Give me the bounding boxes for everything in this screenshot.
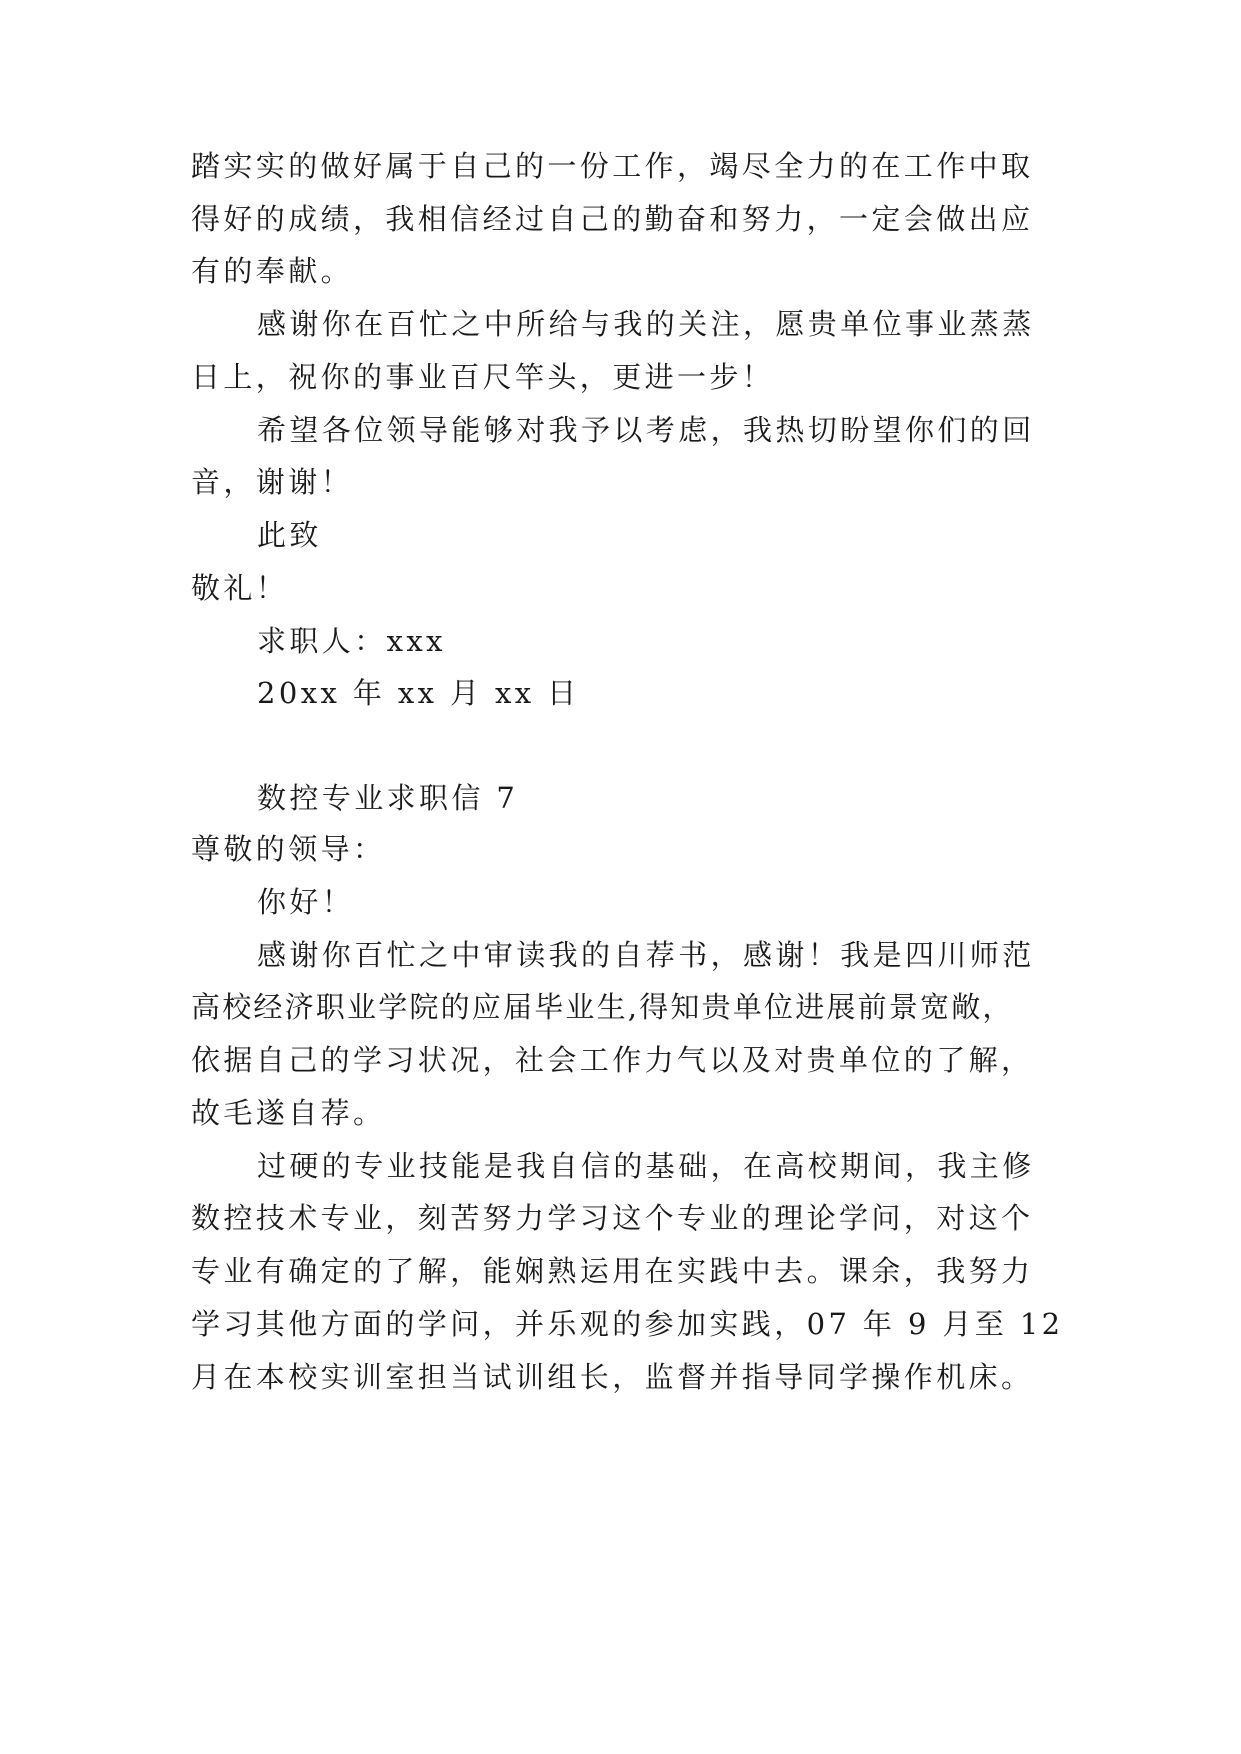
- paragraph-line: 过硬的专业技能是我自信的基础，在高校期间，我主修: [257, 1149, 1035, 1183]
- date: 20xx 年 xx 月 xx 日: [257, 676, 580, 710]
- paragraph-line: 高校经济职业学院的应届毕业生,得知贵单位进展前景宽敞，: [191, 990, 1014, 1024]
- paragraph-line: 音，谢谢！: [191, 465, 354, 499]
- section-title: 数控专业求职信 7: [257, 781, 519, 815]
- paragraph-line: 踏实实的做好属于自己的一份工作，竭尽全力的在工作中取: [191, 149, 1034, 183]
- paragraph-line: 日上，祝你的事业百尺竿头，更进一步！: [191, 360, 775, 394]
- paragraph-line: 感谢你在百忙之中所给与我的关注，愿贵单位事业蒸蒸: [257, 307, 1035, 341]
- greeting: 你好！: [257, 885, 355, 919]
- paragraph-line: 有的奉献。: [191, 254, 354, 288]
- paragraph-line: 月在本校实训室担当试训组长，监督并指导同学操作机床。: [191, 1360, 1034, 1394]
- signature: 求职人：xxx: [257, 624, 446, 658]
- paragraph-line: 专业有确定的了解，能娴熟运用在实践中去。课余，我努力: [191, 1254, 1034, 1288]
- paragraph-line: 故毛遂自荐。: [191, 1096, 386, 1130]
- paragraph-line: 得好的成绩，我相信经过自己的勤奋和努力，一定会做出应: [191, 202, 1034, 236]
- salutation: 尊敬的领导：: [191, 832, 386, 866]
- paragraph-line: 数控技术专业，刻苦努力学习这个专业的理论学问，对这个: [191, 1201, 1034, 1235]
- paragraph-line: 学习其他方面的学问，并乐观的参加实践，07 年 9 月至 12: [191, 1307, 1064, 1341]
- closing-line: 此致: [257, 518, 322, 552]
- paragraph-line: 希望各位领导能够对我予以考虑，我热切盼望你们的回: [257, 413, 1035, 447]
- paragraph-line: 感谢你百忙之中审读我的自荐书，感谢！我是四川师范: [257, 938, 1035, 972]
- paragraph-line: 依据自己的学习状况，社会工作力气以及对贵单位的了解，: [191, 1043, 1034, 1077]
- closing-line: 敬礼！: [191, 571, 289, 605]
